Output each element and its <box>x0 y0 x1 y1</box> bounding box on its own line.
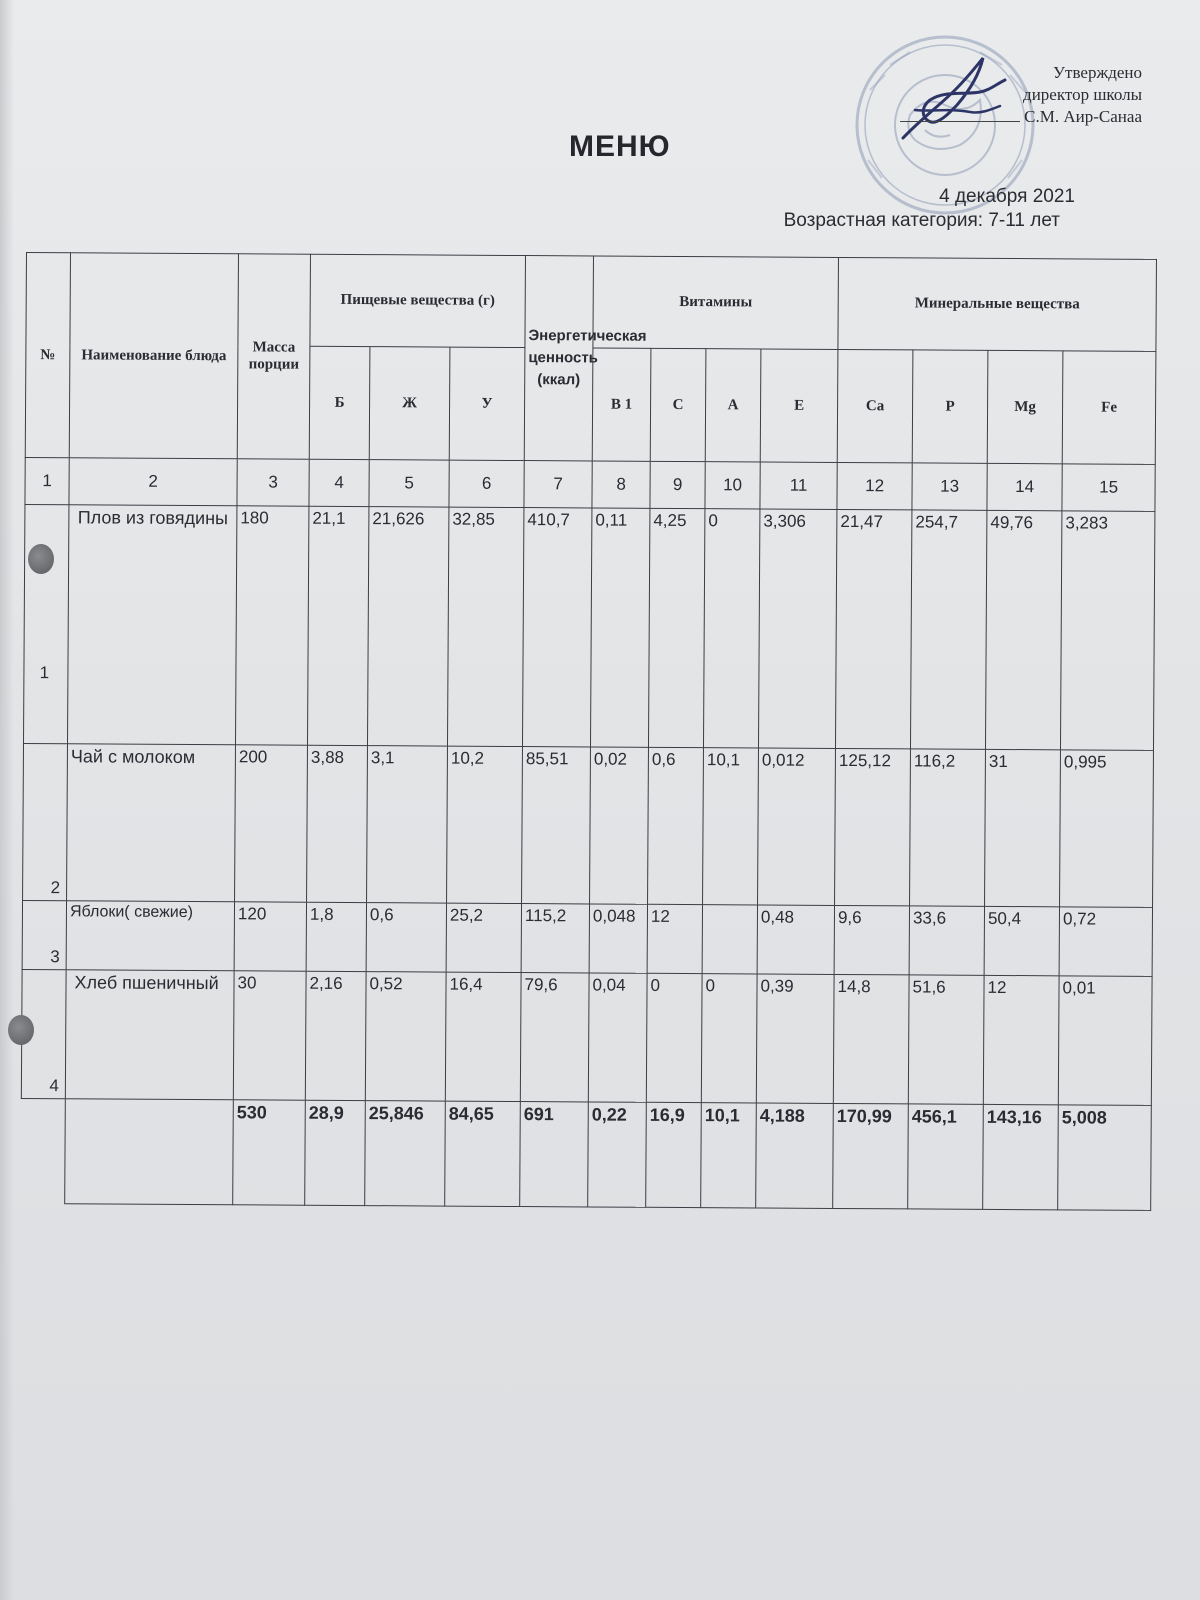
cell-mass: 30 <box>233 971 306 1100</box>
cell-a <box>702 905 757 974</box>
dish-name: Яблоки( свежие) <box>66 901 234 971</box>
column-number: 15 <box>1062 464 1155 512</box>
cell-e: 0,39 <box>756 974 834 1103</box>
header-p: Р <box>912 350 988 463</box>
total-ca: 170,99 <box>833 1103 909 1208</box>
cell-ca: 14,8 <box>833 974 909 1103</box>
column-number: 11 <box>760 462 837 509</box>
cell-mass: 200 <box>235 745 308 902</box>
header-row-1 <box>26 253 1157 352</box>
cell-a: 10,1 <box>703 748 759 905</box>
cell-b1: 0,048 <box>589 904 647 973</box>
total-empty-cell <box>21 1098 66 1203</box>
punch-hole <box>8 1015 34 1045</box>
cell-ca: 21,47 <box>836 509 912 748</box>
cell-u: 16,4 <box>445 972 521 1101</box>
cell-ca: 9,6 <box>834 905 909 974</box>
cell-b: 3,88 <box>307 745 368 902</box>
column-number: 7 <box>524 461 592 508</box>
header-energy: Энергетическая ценность (ккал) <box>524 256 593 461</box>
total-zh: 25,846 <box>365 1101 446 1206</box>
cell-e: 3,306 <box>758 509 837 748</box>
cell-zh: 3,1 <box>367 746 448 903</box>
total-e: 4,188 <box>756 1103 834 1208</box>
cell-ca: 125,12 <box>835 748 911 905</box>
dish-name: Плов из говядины <box>67 505 236 745</box>
column-number: 1 <box>25 457 69 504</box>
header-ca: Са <box>837 350 913 463</box>
header-nutrients: Пищевые вещества (г) <box>310 254 526 348</box>
page-title: МЕНЮ <box>569 130 671 163</box>
column-number: 12 <box>837 462 912 509</box>
row-number: 1 <box>23 504 68 743</box>
header-e: Е <box>760 349 838 462</box>
cell-fe: 0,72 <box>1059 907 1152 977</box>
column-number: 3 <box>237 459 309 506</box>
row-number: 2 <box>23 743 68 900</box>
total-b: 28,9 <box>305 1100 366 1205</box>
header-b: Б <box>309 346 370 459</box>
header-a: А <box>705 349 761 462</box>
cell-mass: 180 <box>235 506 308 745</box>
column-number: 8 <box>592 461 650 508</box>
approval-name: С.М. Аир-Санаа <box>1024 107 1142 126</box>
cell-c: 12 <box>647 904 702 973</box>
total-a: 10,1 <box>701 1103 757 1208</box>
approval-name-line <box>900 106 1142 128</box>
table-row <box>21 969 1152 1105</box>
signature-line <box>900 121 1020 122</box>
dish-name: Чай с молоком <box>67 744 236 902</box>
cell-zh: 21,626 <box>367 507 448 746</box>
cell-fe: 0,01 <box>1058 976 1152 1106</box>
cell-b1: 0,02 <box>590 747 649 904</box>
header-mass: Масса порции <box>237 254 310 459</box>
cell-u: 25,2 <box>446 903 521 972</box>
cell-zh: 0,52 <box>365 972 446 1101</box>
cell-e: 0,012 <box>758 748 836 905</box>
cell-energy: 410,7 <box>522 508 591 747</box>
cell-a: 0 <box>701 974 757 1103</box>
row-number: 3 <box>22 900 66 969</box>
cell-p: 33,6 <box>909 906 984 975</box>
cell-c: 0,6 <box>648 747 704 904</box>
cell-mass: 120 <box>234 902 306 971</box>
total-energy: 691 <box>520 1102 589 1207</box>
dish-name: Хлеб пшеничный <box>65 970 234 1100</box>
menu-table <box>20 252 1157 1211</box>
cell-p: 254,7 <box>911 510 987 749</box>
cell-zh: 0,6 <box>366 903 446 972</box>
column-numbers-row <box>25 457 1155 511</box>
column-number: 9 <box>650 461 705 508</box>
column-number: 13 <box>912 463 987 510</box>
age-category: Возрастная категория: 7-11 лет <box>783 210 1060 231</box>
approval-block <box>900 62 1142 128</box>
punch-hole <box>28 544 54 574</box>
cell-fe: 0,995 <box>1060 750 1154 908</box>
cell-energy: 79,6 <box>520 973 589 1102</box>
menu-date: 4 декабря 2021 <box>939 186 1075 207</box>
header-mg: Mg <box>987 351 1063 464</box>
cell-mg: 31 <box>985 749 1061 906</box>
column-number: 5 <box>369 460 449 507</box>
total-u: 84,65 <box>445 1101 521 1206</box>
cell-b1: 0,04 <box>588 973 647 1102</box>
total-row <box>21 1098 1152 1210</box>
table-row <box>23 504 1155 750</box>
row-number: 4 <box>21 969 66 1098</box>
header-zh: Ж <box>369 347 450 460</box>
cell-fe: 3,283 <box>1061 511 1155 751</box>
header-c: С <box>650 349 706 462</box>
total-p: 456,1 <box>908 1104 984 1209</box>
header-minerals: Минеральные вещества <box>838 257 1157 351</box>
cell-c: 0 <box>646 973 702 1102</box>
cell-mg: 12 <box>983 975 1059 1104</box>
cell-u: 10,2 <box>447 746 523 903</box>
column-number: 6 <box>449 460 524 507</box>
column-number: 2 <box>69 458 237 506</box>
cell-e: 0,48 <box>757 905 834 974</box>
table-row <box>23 743 1154 907</box>
approval-position: директор школы <box>1023 85 1142 104</box>
cell-b: 21,1 <box>307 506 368 745</box>
paper-edge <box>0 0 14 1600</box>
cell-u: 32,85 <box>447 507 523 746</box>
cell-p: 51,6 <box>908 975 984 1104</box>
cell-mg: 50,4 <box>984 906 1059 975</box>
table-row <box>22 900 1152 976</box>
cell-p: 116,2 <box>910 749 986 906</box>
total-mg: 143,16 <box>983 1104 1059 1209</box>
cell-b: 1,8 <box>306 902 366 971</box>
header-u: У <box>449 347 525 460</box>
approval-title: Утверждено <box>1053 63 1142 82</box>
header-num: № <box>25 253 70 458</box>
cell-energy: 85,51 <box>522 747 591 904</box>
total-b1: 0,22 <box>588 1102 647 1207</box>
header-vitamins: Витамины <box>593 256 839 350</box>
cell-c: 4,25 <box>648 508 704 747</box>
cell-b: 2,16 <box>305 971 366 1100</box>
total-mass: 530 <box>233 1100 306 1205</box>
header-b1: В 1 <box>592 348 651 461</box>
cell-a: 0 <box>703 509 759 748</box>
header-name: Наименование блюда <box>69 253 238 459</box>
total-fe: 5,008 <box>1058 1105 1152 1211</box>
total-c: 16,9 <box>646 1102 702 1207</box>
cell-mg: 49,76 <box>986 510 1062 749</box>
cell-b1: 0,11 <box>590 508 649 747</box>
column-number: 10 <box>705 462 760 509</box>
total-label-cell <box>65 1099 234 1205</box>
header-fe: Fe <box>1062 351 1156 464</box>
column-number: 14 <box>987 463 1062 510</box>
column-number: 4 <box>309 459 369 506</box>
cell-energy: 115,2 <box>521 904 589 973</box>
